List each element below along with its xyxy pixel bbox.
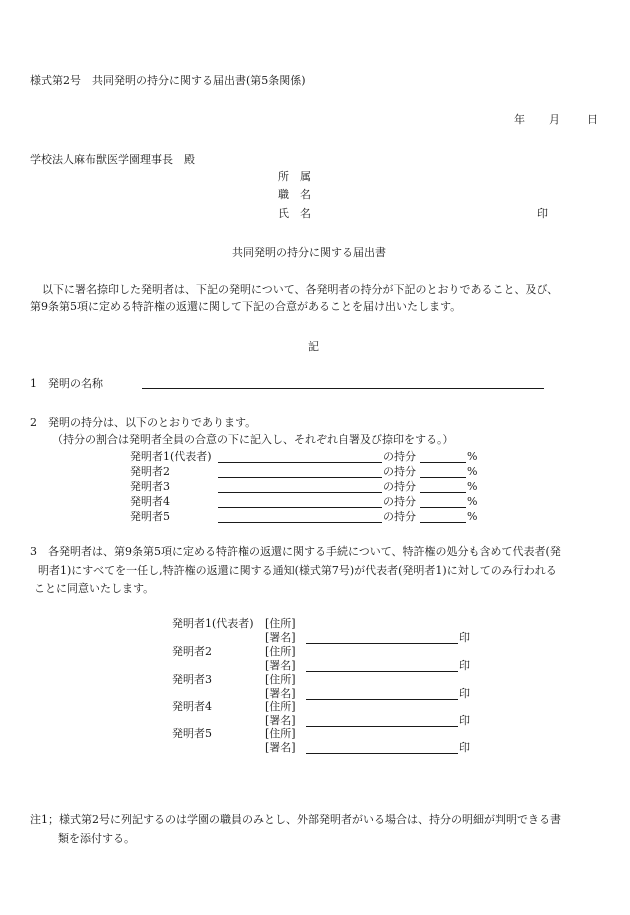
share-inventor-label: 発明者5	[130, 510, 170, 523]
share-inventor-label: 発明者2	[130, 465, 170, 478]
share-label: の持分	[383, 480, 416, 493]
signature-sign-label: [署名]	[265, 659, 296, 672]
share-name-field[interactable]	[218, 522, 382, 523]
share-unit: %	[467, 495, 478, 508]
signature-address-label: [住所]	[265, 673, 296, 686]
share-percent-field[interactable]	[420, 507, 466, 508]
section2-note: （持分の割合は発明者全員の合意の下に記入し、それぞれ自署及び捺印をする。）	[52, 433, 454, 446]
date-month-label: 月	[549, 113, 560, 126]
signature-seal: 印	[459, 687, 470, 700]
signature-field[interactable]	[306, 643, 458, 644]
signature-inventor-label: 発明者5	[172, 727, 212, 740]
share-percent-field[interactable]	[420, 522, 466, 523]
share-unit: %	[467, 465, 478, 478]
signature-inventor-label: 発明者4	[172, 700, 212, 713]
signature-inventor-label: 発明者2	[172, 645, 212, 658]
signature-field[interactable]	[306, 726, 458, 727]
signature-address-label: [住所]	[265, 645, 296, 658]
section3-line-3: ことに同意いたします。	[34, 582, 155, 595]
signature-address-label: [住所]	[265, 617, 296, 630]
intro-line-1: 以下に署名捺印した発明者は、下記の発明について、各発明者の持分が下記のとおりであること、及び、	[42, 283, 559, 296]
section3-line-1: 3 各発明者は、第9条第5項に定める特許権の返還に関する手続について、特許権の処分も含めて代表者(発	[30, 545, 561, 558]
date-day-label: 日	[587, 113, 598, 126]
share-inventor-label: 発明者1(代表者)	[130, 450, 212, 463]
signature-field[interactable]	[306, 699, 458, 700]
share-label: の持分	[383, 465, 416, 478]
section2-label: 2 発明の持分は、以下のとおりであります。	[30, 416, 257, 429]
share-inventor-label: 発明者4	[130, 495, 170, 508]
share-inventor-label: 発明者3	[130, 480, 170, 493]
footnote-line-1: 注1；様式第2号に列記するのは学園の職員のみとし、外部発明者がいる場合は、持分の明細が判明できる書	[30, 813, 561, 826]
signature-inventor-label: 発明者1(代表者)	[172, 617, 254, 630]
section3-line-2: 明者1)にすべてを一任し,特許権の返還に関する通知(様式第7号)が代表者(発明者1)に対してのみ行われる	[38, 564, 557, 577]
share-label: の持分	[383, 510, 416, 523]
signature-sign-label: [署名]	[265, 687, 296, 700]
document-title: 共同発明の持分に関する届出書	[232, 246, 386, 259]
signature-address-label: [住所]	[265, 727, 296, 740]
share-name-field[interactable]	[218, 492, 382, 493]
signature-sign-label: [署名]	[265, 741, 296, 754]
share-name-field[interactable]	[218, 462, 382, 463]
signature-sign-label: [署名]	[265, 714, 296, 727]
share-unit: %	[467, 450, 478, 463]
footnote-line-2: 類を添付する。	[58, 832, 135, 845]
signature-address-label: [住所]	[265, 700, 296, 713]
signature-field[interactable]	[306, 671, 458, 672]
signature-sign-label: [署名]	[265, 631, 296, 644]
ki-marker: 記	[308, 340, 319, 353]
signature-seal: 印	[459, 659, 470, 672]
section1-label: 1 発明の名称	[30, 377, 103, 390]
date-year-label: 年	[514, 113, 525, 126]
addressee: 学校法人麻布獣医学園理事長 殿	[30, 153, 195, 166]
share-name-field[interactable]	[218, 477, 382, 478]
signature-seal: 印	[459, 741, 470, 754]
share-percent-field[interactable]	[420, 477, 466, 478]
share-label: の持分	[383, 450, 416, 463]
share-name-field[interactable]	[218, 507, 382, 508]
share-label: の持分	[383, 495, 416, 508]
signature-inventor-label: 発明者3	[172, 673, 212, 686]
affiliation-label: 所 属	[278, 170, 311, 183]
position-label: 職 名	[278, 188, 311, 201]
signature-field[interactable]	[306, 753, 458, 754]
invention-name-field[interactable]	[142, 388, 544, 389]
form-label: 様式第2号 共同発明の持分に関する届出書(第5条関係)	[30, 74, 306, 87]
signature-seal: 印	[459, 631, 470, 644]
share-unit: %	[467, 510, 478, 523]
seal-mark: 印	[537, 207, 548, 220]
share-unit: %	[467, 480, 478, 493]
name-label: 氏 名	[278, 207, 311, 220]
intro-line-2: 第9条第5項に定める特許権の返還に関して下記の合意があることを届け出いたします。	[30, 300, 462, 313]
share-percent-field[interactable]	[420, 462, 466, 463]
signature-seal: 印	[459, 714, 470, 727]
share-percent-field[interactable]	[420, 492, 466, 493]
